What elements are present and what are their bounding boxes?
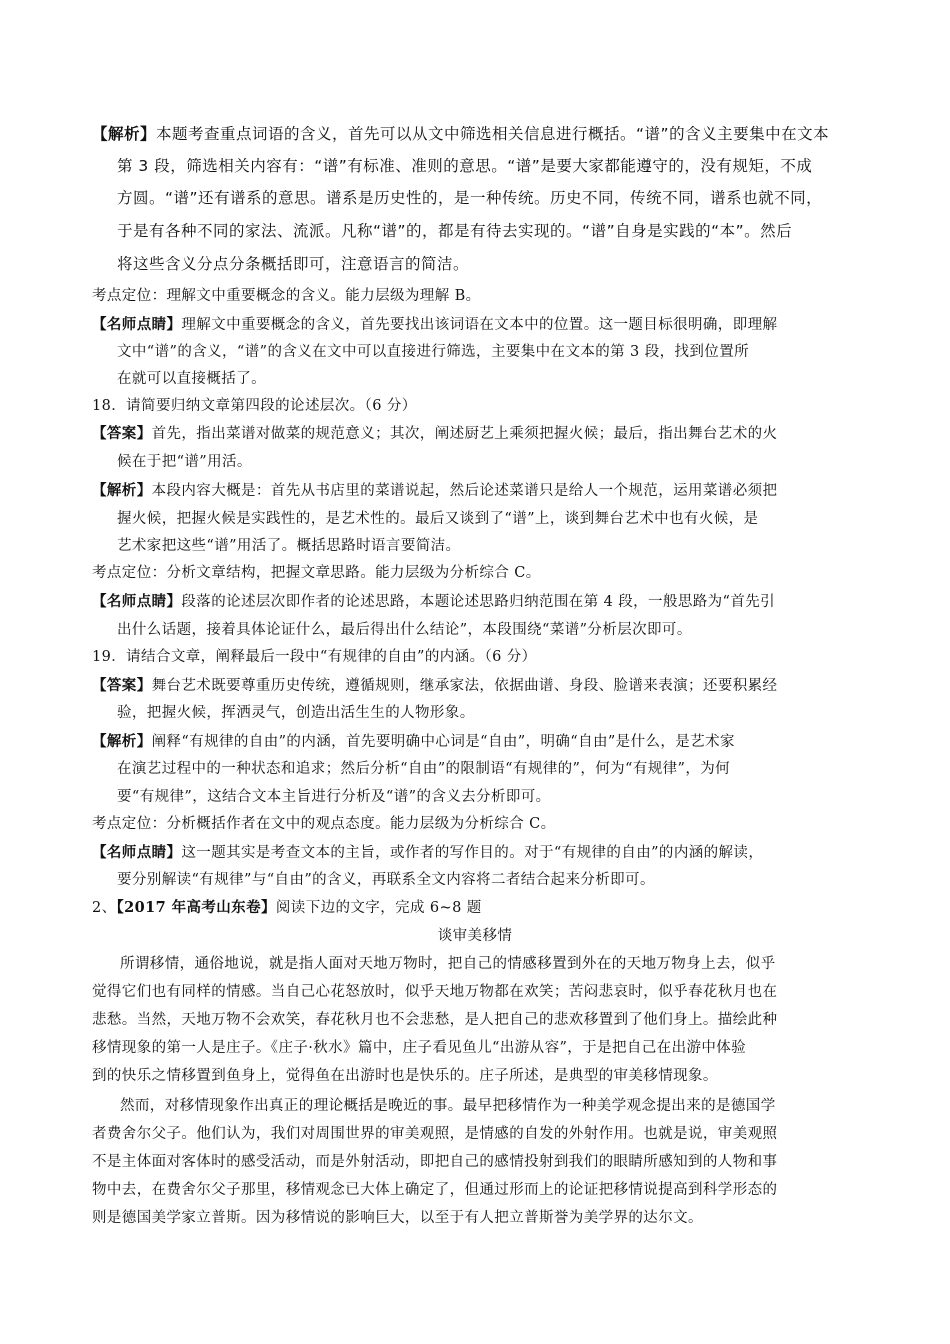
analysis-tag: 【解析】 — [92, 125, 157, 143]
question-18: 18．请简要归纳文章第四段的论述层次。（6 分） — [92, 398, 417, 414]
answer-19-line-2: 验，把握火候，挥洒灵气，创造出活生生的人物形象。 — [117, 705, 475, 721]
article-p2-line-2: 者费舍尔父子。他们认为，我们对周围世界的审美观照，是情感的自发的外射作用。也就是说，审美观照 — [92, 1126, 778, 1142]
analysis-18-line-3: 艺术家把这些“谱”用活了。概括思路时语言要简洁。 — [117, 538, 461, 554]
analysis-18-line-2: 握火候，把握火候是实践性的，是艺术性的。最后又谈到了“谱”上，谈到舞台艺术中也有火候，是 — [117, 511, 759, 527]
mingshi-19-line-2: 要分别解读“有规律”与“自由”的含义，再联系全文内容将二者结合起来分析即可。 — [117, 872, 655, 888]
article-p2-line-3: 不是主体面对客体时的感受活动，而是外射活动，即把自己的感情投射到我们的眼睛所感知到的人物和事 — [92, 1154, 778, 1170]
analysis-17-line-3: 方圆。“谱”还有谱系的意思。谱系是历史性的，是一种传统。历史不同，传统不同，谱系也就不同， — [117, 189, 823, 207]
analysis-17-line-1: 【解析】本题考查重点词语的含义，首先可以从文中筛选相关信息进行概括。“谱”的含义主要集中在文本 — [92, 125, 830, 143]
article-p2-line-4: 物中去，在费舍尔父子那里，移情观念已大体上确定了，但通过形而上的论证把移情说提高到科学形态的 — [92, 1182, 778, 1198]
kaodian-1: 考点定位：理解文中重要概念的含义。能力层级为理解 B。 — [92, 288, 481, 304]
article-p1-line-3: 悲愁。当然，天地万物不会欢笑，春花秋月也不会悲愁，是人把自己的悲欢移置到了他们身上。描绘此种 — [92, 1012, 778, 1028]
answer-18-line-1: 【答案】首先，指出菜谱对做菜的规范意义；其次，阐述厨艺上乘须把握火候；最后，指出舞台艺术的火 — [92, 425, 778, 442]
question-19: 19．请结合文章，阐释最后一段中“有规律的自由”的内涵。（6 分） — [92, 649, 537, 665]
analysis-18-line-1: 【解析】本段内容大概是：首先从书店里的菜谱说起，然后论述菜谱只是给人一个规范，运用菜谱必须把 — [92, 482, 778, 499]
analysis-19-line-2: 在演艺过程中的一种状态和追求；然后分析“自由”的限制语“有规律的”，何为“有规律”，为何 — [117, 761, 731, 777]
analysis-17-line-2: 第 3 段，筛选相关内容有：“谱”有标准、准则的意思。“谱”是要大家都能遵守的，没有规矩，不成 — [117, 157, 813, 175]
analysis-17-line-4: 于是有各种不同的家法、流派。凡称“谱”的，都是有待去实现的。“谱”自身是实践的“本”。然后 — [117, 222, 793, 240]
answer-19-line-1: 【答案】舞台艺术既要尊重历史传统，遵循规则，继承家法，依据曲谱、身段、脸谱来表演；还要积累经 — [92, 677, 778, 694]
mingshi-tag: 【名师点睛】 — [92, 844, 182, 861]
analysis-19-line-3: 要“有规律”，这结合文本主旨进行分析及“谱”的含义去分析即可。 — [117, 789, 551, 805]
analysis-tag: 【解析】 — [92, 482, 152, 499]
article-p2-line-1: 然而，对移情现象作出真正的理论概括是晚近的事。最早把移情作为一种美学观念提出来的是德国学 — [120, 1098, 776, 1114]
analysis-tag: 【解析】 — [92, 733, 152, 750]
article-p1-line-2: 觉得它们也有同样的情感。当自己心花怒放时，似乎天地万物都在欢笑；苦闷悲哀时，似乎春花秋月也在 — [92, 984, 778, 1000]
mingshi-17-line-1: 【名师点睛】理解文中重要概念的含义，首先要找出该词语在文本中的位置。这一题目标很明确，即理解 — [92, 316, 778, 333]
answer-18-line-2: 候在于把“谱”用活。 — [117, 454, 252, 470]
kaodian-3: 考点定位：分析概括作者在文中的观点态度。能力层级为分析综合 C。 — [92, 816, 556, 832]
mingshi-18-line-2: 出什么话题，接着具体论证什么，最后得出什么结论”，本段围绕“菜谱”分析层次即可。 — [117, 622, 692, 638]
source-tag: 【2017 年高考山东卷】 — [116, 899, 276, 916]
mingshi-17-line-2: 文中“谱”的含义，“谱”的含义在文中可以直接进行筛选，主要集中在文本的第 3 段，找到位置所 — [117, 344, 749, 360]
analysis-17-line-5: 将这些含义分点分条概括即可，注意语言的简洁。 — [117, 255, 470, 273]
analysis-19-line-1: 【解析】阐释“有规律的自由”的内涵，首先要明确中心词是“自由”，明确“自由”是什么，是艺术家 — [92, 733, 735, 750]
article-p1-line-5: 到的快乐之情移置到鱼身上，觉得鱼在出游时也是快乐的。庄子所述，是典型的审美移情现象。 — [92, 1068, 718, 1084]
kaodian-2: 考点定位：分析文章结构，把握文章思路。能力层级为分析综合 C。 — [92, 565, 541, 581]
mingshi-tag: 【名师点睛】 — [92, 593, 182, 610]
mingshi-17-line-3: 在就可以直接概括了。 — [117, 371, 266, 387]
article-p1-line-1: 所谓移情，通俗地说，就是指人面对天地万物时，把自己的情感移置到外在的天地万物身上去，似乎 — [120, 956, 776, 972]
mingshi-tag: 【名师点睛】 — [92, 316, 182, 333]
mingshi-18-line-1: 【名师点睛】段落的论述层次即作者的论述思路，本题论述思路归纳范围在第 4 段，一般思路为“首先引 — [92, 593, 776, 610]
section-2-heading: 2、【2017 年高考山东卷】阅读下边的文字，完成 6~8 题 — [92, 899, 482, 916]
article-title: 谈审美移情 — [437, 928, 513, 944]
article-p1-line-4: 移情现象的第一人是庄子。《庄子·秋水》篇中，庄子看见鱼儿“出游从容”，于是把自己在出游中体验 — [92, 1040, 747, 1056]
mingshi-19-line-1: 【名师点睛】这一题其实是考查文本的主旨，或作者的写作目的。对于“有规律的自由”的内涵的解读， — [92, 844, 764, 861]
article-p2-line-5: 则是德国美学家立普斯。因为移情说的影响巨大，以至于有人把立普斯誉为美学界的达尔文。 — [92, 1210, 703, 1226]
answer-tag: 【答案】 — [92, 677, 152, 694]
answer-tag: 【答案】 — [92, 425, 152, 442]
